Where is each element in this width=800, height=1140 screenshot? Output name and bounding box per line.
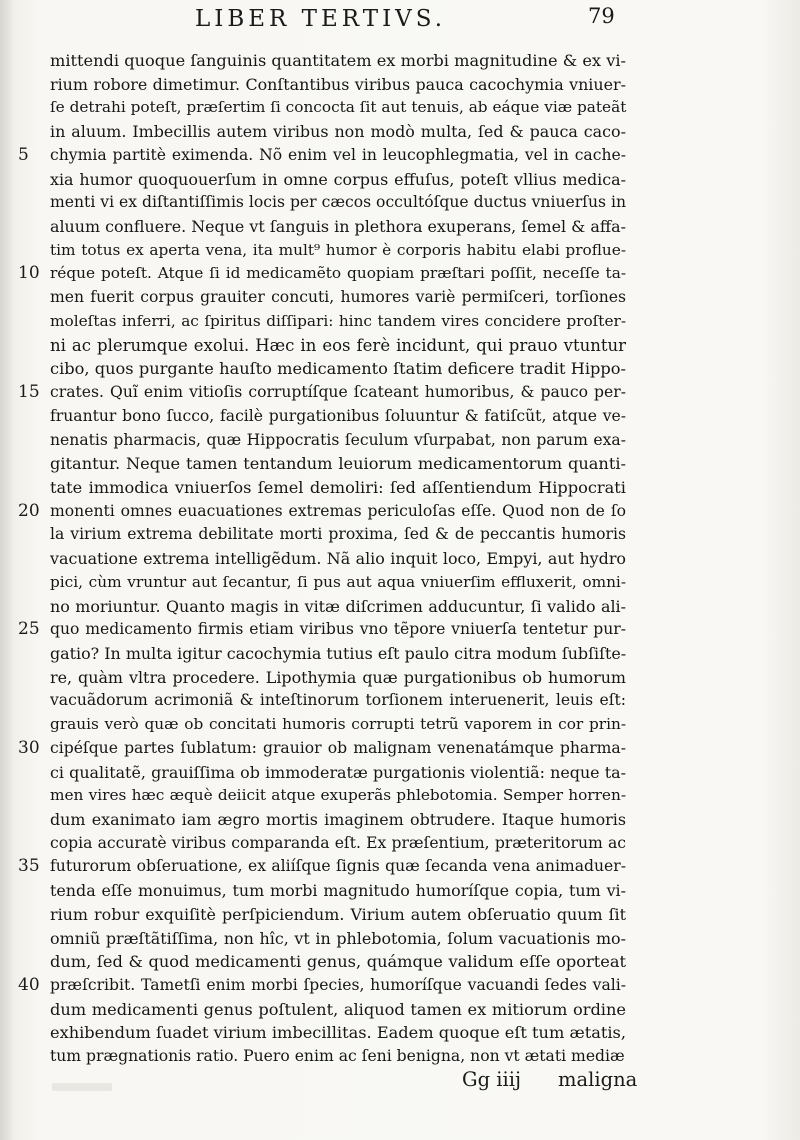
line-text: re, quàm vltra procedere. Lipothymia quæ purgationibus ob humorum (50, 667, 626, 687)
line-text: dum exanimato iam ægro mortis imaginem obtrudere. Itaque humoris (50, 810, 626, 829)
text-line (50, 571, 626, 595)
running-head: LIBER TERTIVS. (195, 6, 447, 32)
line-text: xia humor quoquouerſum in omne corpus effuſus, poteſt vllius medica- (50, 169, 626, 189)
line-number: 30 (18, 737, 40, 758)
text-line (50, 120, 626, 144)
text-line (18, 974, 626, 998)
line-text: omniũ præſtãtiſſima, non hîc, vt in phlebotomia, ſolum vacuationis mo- (50, 928, 626, 948)
bleed-through-mark (52, 1083, 112, 1091)
line-text: ſe detrahi poteſt, præſertim ſi concocta ſit aut tenuis, ab eáque viæ pateãt (50, 98, 627, 117)
line-text: monenti omnes euacuationes extremas periculoſas eſſe. Quod non de ſo (50, 501, 626, 520)
line-number: 35 (18, 856, 40, 877)
text-line (18, 855, 626, 879)
text-line (50, 1045, 626, 1069)
text-line (50, 310, 626, 334)
line-text: cipéſque partes ſublatum: grauior ob malignam venenatámque pharma- (50, 738, 626, 757)
line-number: 5 (18, 144, 29, 165)
page-number: 79 (588, 4, 615, 28)
line-text: pici, cùm vruntur aut ſecantur, ſi pus aut aqua vniuerſim effluxerit, omni- (50, 572, 626, 591)
text-line (50, 476, 626, 500)
line-text: dum medicamenti genus poſtulent, aliquod tamen ex mitiorum ordine (50, 999, 626, 1019)
signature-mark: Gg iiij (462, 1068, 522, 1091)
line-text: dum, ſed & quod medicamenti genus, quámque validum eſſe oporteat (50, 952, 626, 972)
line-text: aluum confluere. Neque vt ſanguis in plethora exuperans, ſemel & affa- (50, 217, 626, 237)
text-line (50, 523, 626, 547)
text-line (50, 950, 626, 974)
line-text: quo medicamento firmis etiam viribus vno tẽpore vniuerſa tentetur pur- (50, 620, 626, 639)
text-line (50, 334, 626, 358)
line-text: copia accuratè viribus comparanda eſt. Ex præſentium, præteritorum ac (50, 833, 626, 852)
line-text: men fuerit corpus grauiter concuti, humores variè permiſceri, torſiones (50, 288, 626, 307)
text-line (18, 381, 626, 405)
line-text: chymia partitè eximenda. Nõ enim vel in leucophlegmatia, vel in cache- (50, 145, 626, 164)
text-line (50, 357, 626, 381)
text-line (50, 73, 626, 97)
text-line (50, 215, 626, 239)
line-text: exhibendum ſuadet virium imbecillitas. Eadem quoque eſt tum ætatis, (50, 1023, 626, 1043)
text-line (18, 144, 626, 168)
line-text: crates. Quĩ enim vitioſis corruptíſque ſcateant humoribus, & pauco per- (50, 383, 626, 402)
line-text: tum prægnationis ratio. Puero enim ac ſeni benigna, non vt ætati mediæ (50, 1047, 625, 1066)
text-line (50, 49, 626, 73)
line-number: 20 (18, 500, 40, 521)
text-line (50, 96, 626, 120)
line-text: gitantur. Neque tamen tentandum leuiorum medicamentorum quanti- (50, 454, 626, 474)
text-line (18, 618, 626, 642)
text-line (50, 642, 626, 666)
line-text: nenatis pharmacis, quæ Hippocratis ſeculum vſurpabat, non parum exa- (50, 430, 626, 449)
line-number: 15 (18, 382, 40, 403)
line-text: cibo, quos purgante hauſto medicamento ſtatim deficere tradit Hippo- (50, 359, 626, 379)
text-line (18, 737, 626, 761)
line-text: moleſtas inferri, ac ſpiritus diſſipari: hinc tandem vires concidere proſter- (50, 311, 626, 330)
line-text: præſcribit. Tametſi enim morbi ſpecies, humoríſque vacuandi ſedes vali- (50, 976, 626, 995)
text-line (50, 405, 626, 429)
line-text: menti vi ex diſtantiſſimis locis per cæcos occultóſque ductus vniuerſus in (50, 193, 626, 212)
text-line (18, 500, 626, 524)
text-line (50, 595, 626, 619)
line-text: gatio? In multa igitur cacochymia tutius eſt paulo citra modum ſubſiſte- (50, 643, 627, 663)
text-line (50, 761, 626, 785)
line-text: rium robur exquiſitè perſpiciendum. Virium autem obſeruatio quum ſit (50, 904, 626, 924)
line-text: futurorum obſeruatione, ex aliíſque ſignis quæ ſecanda vena animaduer- (50, 857, 626, 876)
gutter-shadow (0, 0, 14, 1140)
line-text: réque poteſt. Atque ſi id medicamẽto quopiam præſtari poſſit, neceſſe ta- (50, 264, 626, 283)
text-line (50, 191, 626, 215)
text-line (50, 429, 626, 453)
line-text: tate immodica vniuerſos ſemel demoliri: ſed aſſentiendum Hippocrati (50, 477, 626, 497)
line-text: tenda eſſe monuimus, tum morbi magnitudo humoríſque copia, tum vi- (50, 881, 626, 901)
line-text: mittendi quoque ſanguinis quantitatem ex morbi magnitudine & ex vi- (50, 51, 626, 70)
line-text: ni ac plerumque exolui. Hæc in eos ferè incidunt, qui prauo vtuntur (50, 335, 626, 355)
line-text: no moriuntur. Quanto magis in vitæ diſcrimen adducuntur, ſi valido ali- (50, 596, 626, 616)
line-text: in aluum. Imbecillis autem viribus non modò multa, ſed & pauca caco- (50, 122, 626, 142)
line-number: 25 (18, 619, 40, 640)
line-text: rium robore dimetimur. Conſtantibus viribus pauca cacochymia vniuer- (50, 74, 626, 94)
catchword: maligna (558, 1068, 638, 1091)
text-line (50, 808, 626, 832)
text-line (50, 927, 626, 951)
text-line (50, 168, 626, 192)
text-line (50, 998, 626, 1022)
line-text: grauis verò quæ ob concitati humoris corrupti tetrũ vaporem in cor prin- (50, 715, 626, 734)
line-text: ci qualitatẽ, grauiſſima ob immoderatæ purgationis violentiã: neque ta- (50, 762, 626, 782)
text-line (50, 689, 626, 713)
text-line (50, 713, 626, 737)
text-line (50, 879, 626, 903)
text-line (18, 262, 626, 286)
text-line (50, 547, 626, 571)
line-number: 40 (18, 975, 40, 996)
text-line (50, 452, 626, 476)
line-text: la virium extrema debilitate morti proxima, ſed & de peccantis humoris (50, 525, 626, 544)
line-text: vacuatione extrema intelligẽdum. Nã alio inquit loco, Empyi, aut hydro (50, 549, 626, 569)
line-text: men vires hæc æquè deiicit atque exuperãs phlebotomia. Semper horren- (50, 786, 626, 805)
text-line (50, 239, 626, 263)
line-text: vacuãdorum acrimoniã & inteſtinorum torſionem interuenerit, leuis eſt: (50, 691, 626, 710)
text-line (50, 832, 626, 856)
text-line (50, 666, 626, 690)
line-text: fruantur bono ſucco, facilè purgationibus ſoluuntur & fatiſcũt, atque ve- (50, 406, 626, 425)
text-line (50, 784, 626, 808)
line-number: 10 (18, 263, 40, 284)
text-line (50, 286, 626, 310)
line-text: tim totus ex aperta vena, ita mult⁹ humor è corporis habitu elabi proflue- (50, 240, 626, 259)
text-line (50, 903, 626, 927)
text-block (18, 49, 627, 1069)
text-line (50, 1021, 626, 1045)
